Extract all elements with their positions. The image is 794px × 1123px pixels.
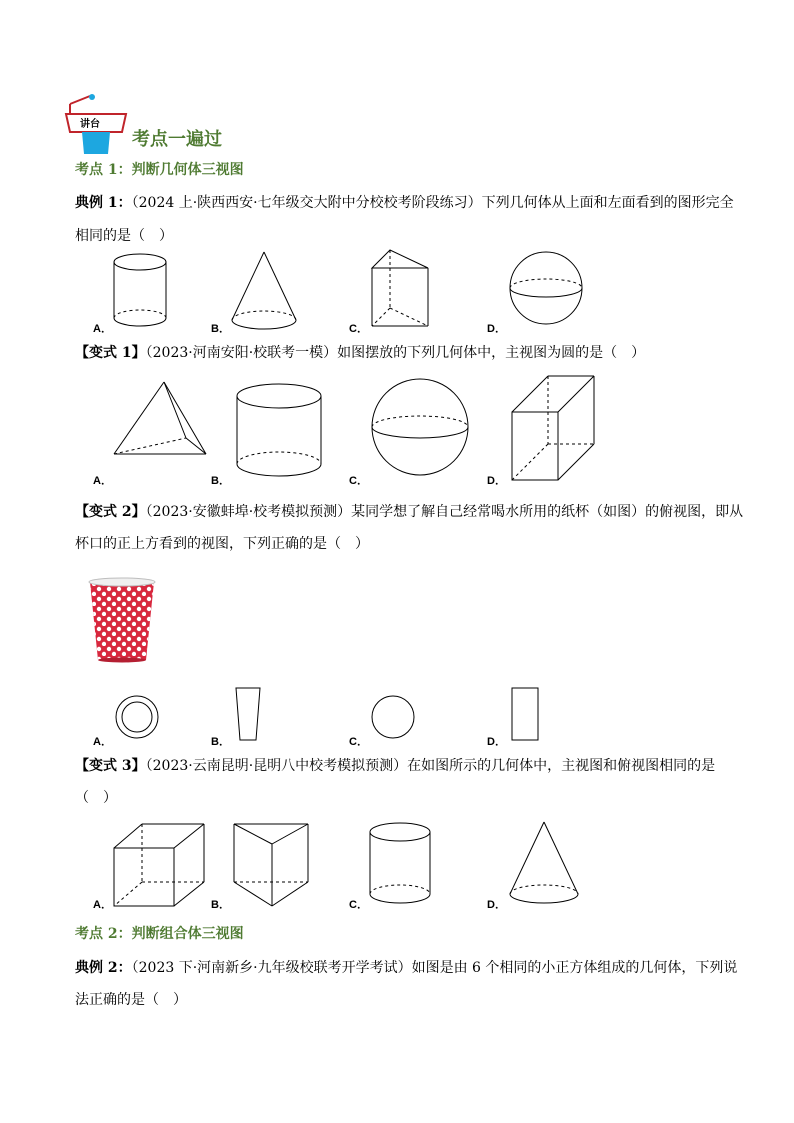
ex2-question [75,958,737,978]
ex1-option-b[interactable]: B． [211,323,230,335]
v1-question [75,343,645,363]
ex1-tag: 典例 1： [75,195,132,211]
v1-option-b[interactable]: B． [211,475,230,487]
ex2-tag: 典例 2： [75,960,132,976]
ex1-sphere-figure [508,250,588,330]
v1-option-a[interactable]: A． [93,475,112,487]
v3-line2: （ ） [75,790,117,806]
v3-option-b[interactable]: B． [211,899,230,911]
v3-cylinder-figure [368,820,434,906]
ex1-line1: （2024 上·陕西西安·七年级交大附中分校校考阶段练习）下列几何体从上面和左面看到的图形完全 [131,195,734,211]
v3-option-a[interactable]: A． [93,899,112,911]
v2-tag: 【变式 2】 [75,504,146,520]
section-heading: 考点一遍过 [132,129,222,150]
v3-tag: 【变式 3】 [75,758,146,774]
v1-pyramid-figure [112,380,212,465]
v3-line1: （2023·云南昆明·昆明八中校考模拟预测）在如图所示的几何体中，主视图和俯视图相同的是 [145,758,716,774]
v1-cuboid-figure [510,374,600,484]
v2-option-b[interactable]: B． [211,736,230,748]
v2-option-d[interactable]: D． [487,736,506,748]
v1-text: （2023·河南安阳·校联考一模）如图摆放的下列几何体中，主视图为圆的是（ ） [145,345,646,361]
v3-option-d[interactable]: D． [487,899,506,911]
ex1-cylinder-figure [112,250,172,330]
v3-cube-figure [112,822,208,910]
kaodian-2-title: 考点 2：判断组合体三视图 [75,926,244,942]
v2-ring-figure [114,694,164,744]
v2-line1: （2023·安徽蚌埠·校考模拟预测）某同学想了解自己经常喝水所用的纸杯（如图）的俯视图，即从 [145,504,744,520]
paper-cup-image [86,576,158,664]
v1-cylinder-figure [236,382,326,478]
v2-circle-figure [370,694,420,744]
v2-option-a[interactable]: A． [93,736,112,748]
v2-rectangle-figure [510,686,542,744]
v1-option-d[interactable]: D． [487,475,506,487]
v3-question [75,756,715,776]
ex1-line2: 相同的是（ ） [75,228,173,244]
v1-sphere-figure [370,377,470,477]
v1-tag: 【变式 1】 [75,345,146,361]
v1-option-c[interactable]: C． [349,475,368,487]
logo-label: 讲台 [80,119,100,130]
ex1-cone-figure [230,250,300,332]
v3-cone-figure [508,820,582,906]
ex1-prism-figure [368,248,432,330]
v2-option-c[interactable]: C． [349,736,368,748]
ex2-line2: 法正确的是（ ） [75,992,187,1008]
ex1-question [75,193,734,213]
ex1-option-c[interactable]: C． [349,323,368,335]
ex1-option-a[interactable]: A． [93,323,112,335]
ex2-line1: （2023 下·河南新乡·九年级校联考开学考试）如图是由 6 个相同的小正方体组成的几何体，下列说 [131,960,738,976]
v2-question [75,502,743,522]
v3-option-c[interactable]: C． [349,899,368,911]
v2-trapezoid-figure [234,686,264,744]
ex1-option-d[interactable]: D． [487,323,506,335]
lectern-logo [62,94,130,156]
kaodian-1-title: 考点 1：判断几何体三视图 [75,162,244,178]
v2-line2: 杯口的正上方看到的视图，下列正确的是（ ） [75,536,369,552]
v3-triangular-prism-figure [232,822,312,910]
